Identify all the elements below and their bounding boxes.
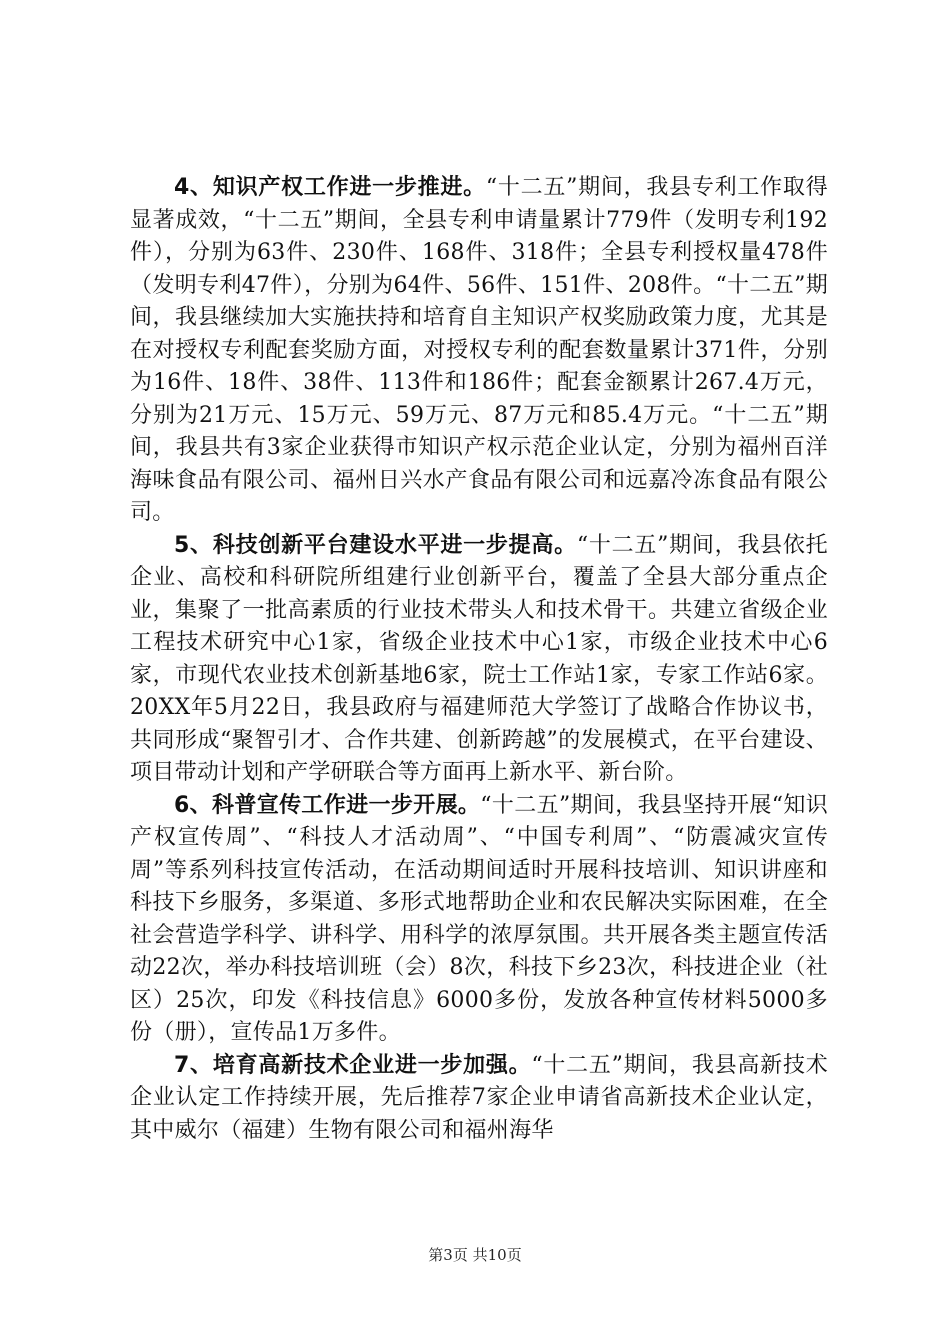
paragraph-text: “十二五”期间，我县高新技术企业认定工作持续开展，先后推荐7家企业申请省高新技术企业认定，其中威尔（福建）生物有限公司和福州海华 [130,1052,828,1143]
paragraph-high-tech-enterprise [130,1050,828,1148]
paragraph-text: “十二五”期间，我县坚持开展“知识产权宣传周”、“科技人才活动周”、“中国专利周”、“防震减灾宣传周”等系列科技宣传活动，在活动期间适时开展科技培训、知识讲座和科技下乡服务，多渠道、多形式地帮助企业和农民解决实际困难，在全社会营造学科学、讲科学、用科学的浓厚氛围。共开展各类主题宣传活动22次，举办科技培训班（会）8次，科技下乡23次，科技进企业（社区）25次，印发《科技信息》6000多份，发放各种宣传材料5000多份（册），宣传品1万多件。 [130,792,828,1045]
paragraph-innovation-platform [130,530,828,790]
document-body [130,172,828,1147]
paragraph-heading: 7、培育高新技术企业进一步加强。 [174,1052,532,1078]
paragraph-science-popularization [130,790,828,1050]
page-number-footer: 第3页 共10页 [428,1246,522,1264]
paragraph-text: “十二五”期间，我县依托企业、高校和科研院所组建行业创新平台，覆盖了全县大部分重点企业，集聚了一批高素质的行业技术带头人和技术骨干。共建立省级企业工程技术研究中心1家，省级企业技术中心1家，市级企业技术中心6家，市现代农业技术创新基地6家，院士工作站1家，专家工作站6家。20XX年5月22日，我县政府与福建师范大学签订了战略合作协议书，共同形成“聚智引才、合作共建、创新跨越”的发展模式，在平台建设、项目带动计划和产学研联合等方面再上新水平、新台阶。 [130,532,828,785]
paragraph-intellectual-property [130,172,828,530]
paragraph-heading: 6、科普宣传工作进一步开展。 [174,792,481,818]
paragraph-heading: 5、科技创新平台建设水平进一步提高。 [174,532,577,558]
paragraph-text: “十二五”期间，我县专利工作取得显著成效，“十二五”期间，全县专利申请量累计779件（发明专利192件），分别为63件、230件、168件、318件；全县专利授权量478件（发明专利47件），分别为64件、56件、151件、208件。“十二五”期间，我县继续加大实施扶持和培育自主知识产权奖励政策力度，尤其是在对授权专利配套奖励方面，对授权专利的配套数量累计371件，分别为16件、18件、38件、113件和186件；配套金额累计267.4万元，分别为21万元、15万元、59万元、87万元和85.4万元。“十二五”期间，我县共有3家企业获得市知识产权示范企业认定，分别为福州百洋海味食品有限公司、福州日兴水产食品有限公司和远嘉冷冻食品有限公司。 [130,175,828,525]
paragraph-heading: 4、知识产权工作进一步推进。 [174,175,486,200]
